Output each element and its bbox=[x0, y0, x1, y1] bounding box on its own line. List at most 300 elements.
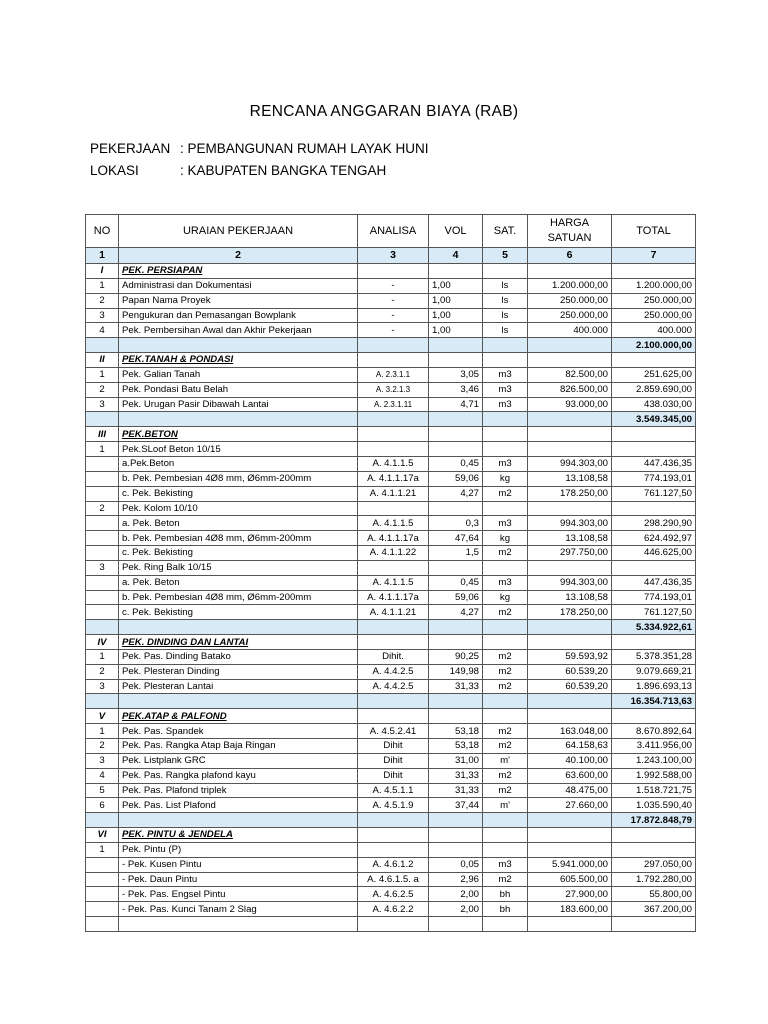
table-row bbox=[86, 724, 696, 739]
cell-harga-satuan bbox=[528, 917, 612, 932]
cell-harga-satuan: 250.000,00 bbox=[528, 293, 612, 308]
cell-no bbox=[86, 872, 119, 887]
cell-uraian: Pek. Pas. Rangka Atap Baja Ringan bbox=[119, 739, 358, 754]
cell-vol: 53,18 bbox=[429, 739, 483, 754]
cell-analisa: A. 4.1.1.5 bbox=[358, 456, 429, 471]
cell-analisa bbox=[358, 442, 429, 457]
cell-analisa: A. 3.2.1.3 bbox=[358, 382, 429, 397]
cell-analisa bbox=[358, 264, 429, 279]
cell-vol bbox=[429, 427, 483, 442]
cell-satuan bbox=[483, 264, 528, 279]
cell-vol bbox=[429, 813, 483, 828]
cell-uraian bbox=[119, 813, 358, 828]
cell-vol: 0,45 bbox=[429, 456, 483, 471]
document-title: RENCANA ANGGARAN BIAYA (RAB) bbox=[249, 103, 519, 120]
cell-analisa: - bbox=[358, 308, 429, 323]
cell-no: 1 bbox=[86, 367, 119, 382]
cell-vol: 2,96 bbox=[429, 872, 483, 887]
cell-harga-satuan: 826.500,00 bbox=[528, 382, 612, 397]
cell-analisa: A. 4.5.2.41 bbox=[358, 724, 429, 739]
cell-no: 3 bbox=[86, 397, 119, 412]
cell-uraian bbox=[119, 917, 358, 932]
cell-no bbox=[86, 486, 119, 501]
cell-total: 9.079.669,21 bbox=[612, 664, 696, 679]
table-row bbox=[86, 382, 696, 397]
cell-total: 17.872.848,79 bbox=[612, 813, 696, 828]
cell-total: 367.200,00 bbox=[612, 902, 696, 917]
cell-total: 55.800,00 bbox=[612, 887, 696, 902]
cell-uraian: PEK. DINDING DAN LANTAI bbox=[119, 635, 358, 650]
cell-harga-satuan: 93.000,00 bbox=[528, 397, 612, 412]
cell-analisa: Dihit bbox=[358, 768, 429, 783]
cell-satuan: m3 bbox=[483, 516, 528, 531]
cell-no bbox=[86, 917, 119, 932]
cell-vol: 31,33 bbox=[429, 679, 483, 694]
cell-total: 761.127,50 bbox=[612, 605, 696, 620]
cell-vol bbox=[429, 709, 483, 724]
cell-vol: 1,00 bbox=[429, 293, 483, 308]
cell-no: 2 bbox=[86, 501, 119, 516]
cell-uraian: PEK. PINTU & JENDELA bbox=[119, 828, 358, 843]
cell-no bbox=[86, 531, 119, 546]
cell-satuan: m2 bbox=[483, 872, 528, 887]
pekerjaan-value: : PEMBANGUNAN RUMAH LAYAK HUNI bbox=[180, 141, 429, 156]
cell-satuan: m' bbox=[483, 753, 528, 768]
cell-vol bbox=[429, 620, 483, 635]
cell-satuan: m2 bbox=[483, 724, 528, 739]
cell-total: 250.000,00 bbox=[612, 293, 696, 308]
cell-analisa bbox=[358, 501, 429, 516]
cell-harga-satuan bbox=[528, 501, 612, 516]
cell-analisa: A. 4.1.1.21 bbox=[358, 605, 429, 620]
cell-satuan bbox=[483, 828, 528, 843]
cell-satuan bbox=[483, 501, 528, 516]
rab-table bbox=[85, 214, 696, 932]
table-row bbox=[86, 323, 696, 338]
cell-harga-satuan: 13.108,58 bbox=[528, 531, 612, 546]
cell-uraian: Pek. Ring Balk 10/15 bbox=[119, 560, 358, 575]
cell-analisa: A. 4.1.1.17a bbox=[358, 590, 429, 605]
cell-total: 250.000,00 bbox=[612, 308, 696, 323]
cell-no bbox=[86, 902, 119, 917]
pekerjaan-label: PEKERJAAN bbox=[90, 141, 171, 156]
cell-vol bbox=[429, 635, 483, 650]
cell-total: 2.100.000,00 bbox=[612, 338, 696, 353]
column-header-sat: SAT. bbox=[483, 215, 528, 248]
cell-satuan bbox=[483, 620, 528, 635]
cell-uraian: - Pek. Pas. Kunci Tanam 2 Slag bbox=[119, 902, 358, 917]
cell-analisa: A. 4.1.1.17a bbox=[358, 531, 429, 546]
cell-uraian: Pengukuran dan Pemasangan Bowplank bbox=[119, 308, 358, 323]
cell-total bbox=[612, 709, 696, 724]
cell-vol bbox=[429, 338, 483, 353]
cell-analisa: A. 2.3.1.1 bbox=[358, 367, 429, 382]
table-row bbox=[86, 679, 696, 694]
cell-analisa: - bbox=[358, 278, 429, 293]
cell-vol bbox=[429, 694, 483, 709]
cell-satuan bbox=[483, 442, 528, 457]
cell-satuan: ls bbox=[483, 278, 528, 293]
cell-satuan: m' bbox=[483, 798, 528, 813]
cell-analisa bbox=[358, 353, 429, 368]
table-row bbox=[86, 872, 696, 887]
cell-satuan: bh bbox=[483, 902, 528, 917]
cell-uraian: - Pek. Kusen Pintu bbox=[119, 857, 358, 872]
cell-harga-satuan bbox=[528, 620, 612, 635]
cell-satuan: m2 bbox=[483, 605, 528, 620]
cell-satuan: bh bbox=[483, 887, 528, 902]
cell-vol: 59,06 bbox=[429, 590, 483, 605]
table-row bbox=[86, 531, 696, 546]
column-number: 2 bbox=[119, 248, 358, 264]
table-row bbox=[86, 278, 696, 293]
cell-harga-satuan: 27.660,00 bbox=[528, 798, 612, 813]
table-row bbox=[86, 516, 696, 531]
cell-uraian: b. Pek. Pembesian 4Ø8 mm, Ø6mm-200mm bbox=[119, 471, 358, 486]
cell-vol: 3,05 bbox=[429, 367, 483, 382]
section-row bbox=[86, 427, 696, 442]
cell-harga-satuan: 994.303,00 bbox=[528, 456, 612, 471]
section-row bbox=[86, 264, 696, 279]
cell-harga-satuan bbox=[528, 427, 612, 442]
table-row bbox=[86, 471, 696, 486]
cell-analisa: A. 4.6.1.5. a bbox=[358, 872, 429, 887]
cell-no: 1 bbox=[86, 842, 119, 857]
cell-analisa bbox=[358, 427, 429, 442]
cell-total bbox=[612, 353, 696, 368]
cell-no bbox=[86, 813, 119, 828]
cell-total: 400.000 bbox=[612, 323, 696, 338]
cell-no bbox=[86, 857, 119, 872]
cell-harga-satuan: 400.000 bbox=[528, 323, 612, 338]
cell-no bbox=[86, 412, 119, 427]
cell-vol: 31,00 bbox=[429, 753, 483, 768]
cell-satuan: m2 bbox=[483, 768, 528, 783]
cell-total: 3.549.345,00 bbox=[612, 412, 696, 427]
cell-analisa: A. 4.6.2.2 bbox=[358, 902, 429, 917]
cell-satuan: m3 bbox=[483, 857, 528, 872]
cell-uraian: Administrasi dan Dokumentasi bbox=[119, 278, 358, 293]
cell-total bbox=[612, 427, 696, 442]
cell-no: 2 bbox=[86, 664, 119, 679]
cell-satuan: m2 bbox=[483, 486, 528, 501]
cell-total: 1.896.693,13 bbox=[612, 679, 696, 694]
cell-vol: 1,5 bbox=[429, 546, 483, 561]
cell-analisa bbox=[358, 635, 429, 650]
cell-total: 5.378.351,28 bbox=[612, 649, 696, 664]
cell-analisa: A. 4.5.1.1 bbox=[358, 783, 429, 798]
cell-harga-satuan bbox=[528, 338, 612, 353]
cell-satuan: kg bbox=[483, 531, 528, 546]
cell-vol: 31,33 bbox=[429, 768, 483, 783]
cell-no bbox=[86, 620, 119, 635]
cell-harga-satuan: 13.108,58 bbox=[528, 471, 612, 486]
table-row bbox=[86, 486, 696, 501]
cell-satuan: ls bbox=[483, 323, 528, 338]
cell-total bbox=[612, 635, 696, 650]
cell-uraian: a. Pek. Beton bbox=[119, 575, 358, 590]
cell-uraian: Papan Nama Proyek bbox=[119, 293, 358, 308]
table-row bbox=[86, 739, 696, 754]
cell-harga-satuan bbox=[528, 828, 612, 843]
cell-uraian: PEK.ATAP & PALFOND bbox=[119, 709, 358, 724]
cell-analisa bbox=[358, 338, 429, 353]
cell-harga-satuan bbox=[528, 813, 612, 828]
cell-uraian: c. Pek. Bekisting bbox=[119, 546, 358, 561]
subtotal-row bbox=[86, 620, 696, 635]
section-row bbox=[86, 828, 696, 843]
table-row bbox=[86, 887, 696, 902]
cell-analisa bbox=[358, 694, 429, 709]
cell-analisa: A. 4.6.1.2 bbox=[358, 857, 429, 872]
cell-vol: 90,25 bbox=[429, 649, 483, 664]
cell-harga-satuan: 27.900,00 bbox=[528, 887, 612, 902]
column-number: 6 bbox=[528, 248, 612, 264]
cell-analisa: A. 4.1.1.21 bbox=[358, 486, 429, 501]
column-number: 1 bbox=[86, 248, 119, 264]
cell-uraian: PEK. PERSIAPAN bbox=[119, 264, 358, 279]
cell-total: 1.200.000,00 bbox=[612, 278, 696, 293]
cell-satuan: m3 bbox=[483, 397, 528, 412]
cell-vol: 4,71 bbox=[429, 397, 483, 412]
table-row bbox=[86, 546, 696, 561]
cell-vol: 47,64 bbox=[429, 531, 483, 546]
cell-no: 3 bbox=[86, 679, 119, 694]
cell-vol: 31,33 bbox=[429, 783, 483, 798]
cell-uraian: - Pek. Daun Pintu bbox=[119, 872, 358, 887]
cell-no: 1 bbox=[86, 649, 119, 664]
cell-no: 3 bbox=[86, 560, 119, 575]
cell-no: V bbox=[86, 709, 119, 724]
cell-uraian: b. Pek. Pembesian 4Ø8 mm, Ø6mm-200mm bbox=[119, 531, 358, 546]
cell-satuan bbox=[483, 427, 528, 442]
cell-total: 3.411.956,00 bbox=[612, 739, 696, 754]
cell-no bbox=[86, 546, 119, 561]
cell-vol: 37,44 bbox=[429, 798, 483, 813]
cell-total: 1.518.721,75 bbox=[612, 783, 696, 798]
cell-analisa bbox=[358, 828, 429, 843]
cell-harga-satuan bbox=[528, 709, 612, 724]
cell-harga-satuan: 183.600,00 bbox=[528, 902, 612, 917]
cell-no: 5 bbox=[86, 783, 119, 798]
cell-no: 1 bbox=[86, 278, 119, 293]
table-row bbox=[86, 442, 696, 457]
cell-satuan: ls bbox=[483, 293, 528, 308]
cell-total: 446.625,00 bbox=[612, 546, 696, 561]
cell-vol bbox=[429, 412, 483, 427]
subtotal-row bbox=[86, 694, 696, 709]
cell-total: 624.492,97 bbox=[612, 531, 696, 546]
cell-analisa bbox=[358, 620, 429, 635]
cell-uraian bbox=[119, 338, 358, 353]
lokasi-line bbox=[90, 163, 386, 178]
cell-vol: 59,06 bbox=[429, 471, 483, 486]
cell-analisa: A. 4.6.2.5 bbox=[358, 887, 429, 902]
cell-satuan: m2 bbox=[483, 783, 528, 798]
cell-satuan: kg bbox=[483, 590, 528, 605]
cell-no bbox=[86, 575, 119, 590]
column-header-uraian: URAIAN PEKERJAAN bbox=[119, 215, 358, 248]
cell-analisa bbox=[358, 560, 429, 575]
cell-total: 447.436,35 bbox=[612, 575, 696, 590]
cell-no: 6 bbox=[86, 798, 119, 813]
cell-no: IV bbox=[86, 635, 119, 650]
cell-no: 2 bbox=[86, 382, 119, 397]
cell-vol bbox=[429, 353, 483, 368]
cell-analisa: Dihit bbox=[358, 739, 429, 754]
cell-no: 3 bbox=[86, 753, 119, 768]
cell-harga-satuan bbox=[528, 560, 612, 575]
section-row bbox=[86, 635, 696, 650]
cell-uraian bbox=[119, 620, 358, 635]
cell-no bbox=[86, 338, 119, 353]
table-row bbox=[86, 367, 696, 382]
column-header-harga-satuan: HARGA SATUAN bbox=[528, 215, 612, 248]
cell-no bbox=[86, 471, 119, 486]
cell-no bbox=[86, 887, 119, 902]
pekerjaan-line bbox=[90, 141, 429, 156]
cell-vol bbox=[429, 560, 483, 575]
cell-total bbox=[612, 442, 696, 457]
cell-satuan bbox=[483, 842, 528, 857]
cell-no: 3 bbox=[86, 308, 119, 323]
cell-no: 1 bbox=[86, 442, 119, 457]
table-row bbox=[86, 308, 696, 323]
cell-vol bbox=[429, 828, 483, 843]
cell-satuan: ls bbox=[483, 308, 528, 323]
cell-harga-satuan bbox=[528, 694, 612, 709]
cell-uraian: Pek. Pembersihan Awal dan Akhir Pekerjaan bbox=[119, 323, 358, 338]
cell-satuan bbox=[483, 353, 528, 368]
table-row bbox=[86, 605, 696, 620]
cell-satuan bbox=[483, 917, 528, 932]
cell-vol: 1,00 bbox=[429, 278, 483, 293]
cell-satuan bbox=[483, 338, 528, 353]
lokasi-label: LOKASI bbox=[90, 163, 139, 178]
cell-total: 1.035.590,40 bbox=[612, 798, 696, 813]
cell-satuan: m2 bbox=[483, 739, 528, 754]
cell-total: 774.193,01 bbox=[612, 471, 696, 486]
subtotal-row bbox=[86, 412, 696, 427]
cell-vol bbox=[429, 264, 483, 279]
cell-analisa bbox=[358, 813, 429, 828]
subtotal-row bbox=[86, 338, 696, 353]
cell-satuan: m2 bbox=[483, 649, 528, 664]
cell-total: 251.625,00 bbox=[612, 367, 696, 382]
cell-no bbox=[86, 605, 119, 620]
cell-harga-satuan: 64.158,63 bbox=[528, 739, 612, 754]
cell-uraian: Pek. Plesteran Dinding bbox=[119, 664, 358, 679]
cell-total: 5.334.922,61 bbox=[612, 620, 696, 635]
cell-harga-satuan: 5.941.000,00 bbox=[528, 857, 612, 872]
cell-harga-satuan bbox=[528, 635, 612, 650]
cell-vol: 0,45 bbox=[429, 575, 483, 590]
cell-no: II bbox=[86, 353, 119, 368]
cell-total: 1.992.588,00 bbox=[612, 768, 696, 783]
cell-analisa: A. 2.3.1.11 bbox=[358, 397, 429, 412]
cell-uraian: Pek. Plesteran Lantai bbox=[119, 679, 358, 694]
cell-no: 2 bbox=[86, 293, 119, 308]
section-row bbox=[86, 353, 696, 368]
cell-uraian: Pek.SLoof Beton 10/15 bbox=[119, 442, 358, 457]
cell-uraian: Pek. Pas. Plafond triplek bbox=[119, 783, 358, 798]
cell-harga-satuan bbox=[528, 412, 612, 427]
cell-harga-satuan: 605.500,00 bbox=[528, 872, 612, 887]
cell-satuan bbox=[483, 694, 528, 709]
cell-vol bbox=[429, 442, 483, 457]
cell-vol bbox=[429, 842, 483, 857]
cell-no: 4 bbox=[86, 323, 119, 338]
cell-total: 297.050,00 bbox=[612, 857, 696, 872]
cell-satuan: m2 bbox=[483, 679, 528, 694]
table-row bbox=[86, 397, 696, 412]
cell-analisa: A. 4.1.1.5 bbox=[358, 575, 429, 590]
table-row bbox=[86, 917, 696, 932]
cell-vol: 4,27 bbox=[429, 605, 483, 620]
section-row bbox=[86, 709, 696, 724]
column-header-vol: VOL bbox=[429, 215, 483, 248]
cell-satuan: m3 bbox=[483, 382, 528, 397]
column-header-no: NO bbox=[86, 215, 119, 248]
table-row bbox=[86, 857, 696, 872]
column-number: 7 bbox=[612, 248, 696, 264]
cell-harga-satuan bbox=[528, 442, 612, 457]
subtotal-row bbox=[86, 813, 696, 828]
cell-satuan bbox=[483, 813, 528, 828]
cell-harga-satuan: 163.048,00 bbox=[528, 724, 612, 739]
cell-total: 1.792.280,00 bbox=[612, 872, 696, 887]
cell-vol: 4,27 bbox=[429, 486, 483, 501]
cell-satuan: kg bbox=[483, 471, 528, 486]
table-row bbox=[86, 501, 696, 516]
cell-uraian: a.Pek.Beton bbox=[119, 456, 358, 471]
cell-uraian: b. Pek. Pembesian 4Ø8 mm, Ø6mm-200mm bbox=[119, 590, 358, 605]
cell-harga-satuan: 250.000,00 bbox=[528, 308, 612, 323]
table-row bbox=[86, 575, 696, 590]
cell-satuan: m3 bbox=[483, 575, 528, 590]
cell-analisa: Dihit. bbox=[358, 649, 429, 664]
cell-analisa: A. 4.4.2.5 bbox=[358, 664, 429, 679]
cell-vol bbox=[429, 917, 483, 932]
cell-no: 4 bbox=[86, 768, 119, 783]
cell-total bbox=[612, 501, 696, 516]
cell-total bbox=[612, 828, 696, 843]
cell-total bbox=[612, 842, 696, 857]
cell-vol: 2,00 bbox=[429, 887, 483, 902]
cell-analisa bbox=[358, 842, 429, 857]
cell-satuan bbox=[483, 635, 528, 650]
cell-harga-satuan: 13.108,58 bbox=[528, 590, 612, 605]
cell-harga-satuan: 994.303,00 bbox=[528, 516, 612, 531]
cell-vol bbox=[429, 501, 483, 516]
cell-satuan: m2 bbox=[483, 546, 528, 561]
cell-uraian bbox=[119, 694, 358, 709]
cell-uraian: PEK.BETON bbox=[119, 427, 358, 442]
table-row bbox=[86, 456, 696, 471]
cell-analisa: - bbox=[358, 323, 429, 338]
column-number: 4 bbox=[429, 248, 483, 264]
column-header-total: TOTAL bbox=[612, 215, 696, 248]
cell-vol: 2,00 bbox=[429, 902, 483, 917]
cell-total bbox=[612, 264, 696, 279]
cell-uraian: c. Pek. Bekisting bbox=[119, 486, 358, 501]
cell-analisa bbox=[358, 917, 429, 932]
cell-vol: 1,00 bbox=[429, 323, 483, 338]
cell-analisa bbox=[358, 412, 429, 427]
cell-total: 298.290,90 bbox=[612, 516, 696, 531]
cell-uraian: a. Pek. Beton bbox=[119, 516, 358, 531]
cell-uraian: Pek. Pondasi Batu Belah bbox=[119, 382, 358, 397]
